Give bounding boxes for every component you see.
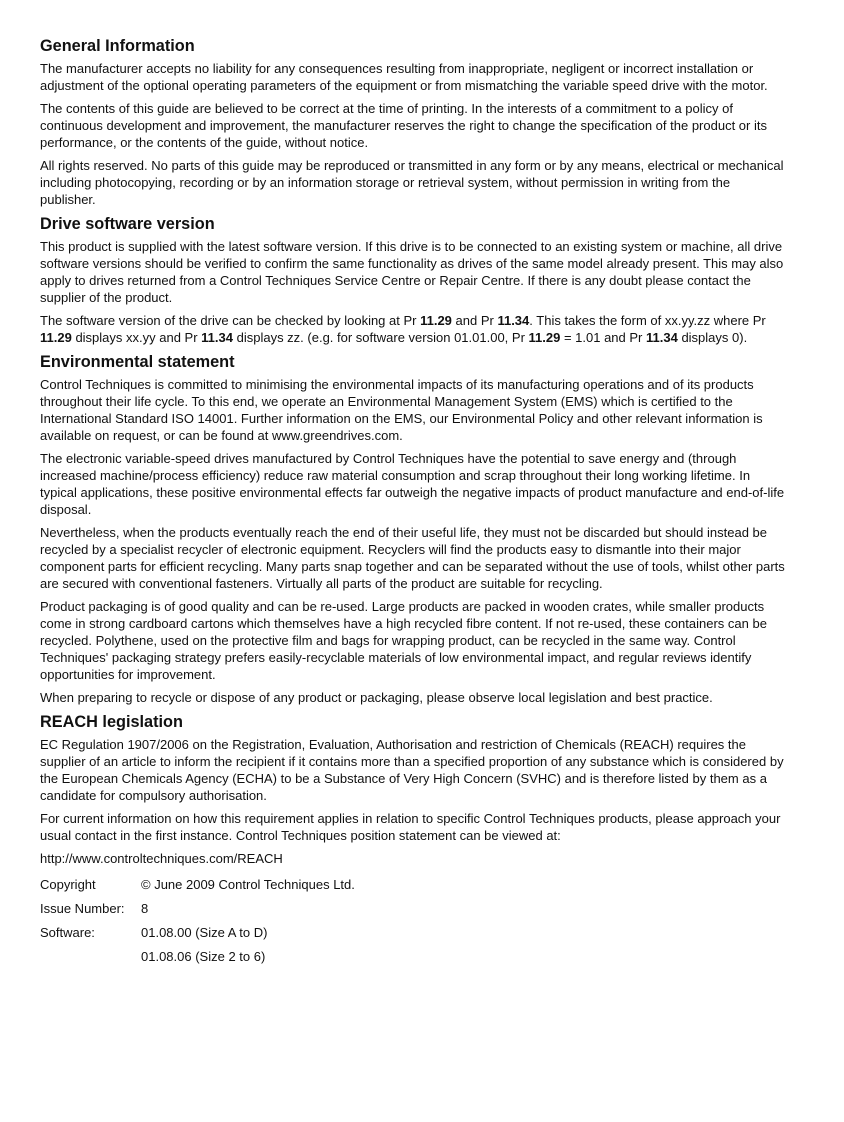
imprint-block: [40, 876, 785, 972]
drive-software-section: [40, 214, 785, 346]
software-label: Software:: [40, 925, 95, 940]
reach-regulation-paragraph: EC Regulation 1907/2006 on the Registration, Evaluation, Authorisation and restriction of Chemicals (REACH) requires the supplier of an article to inform the recipient if it contains more than a specified proportion of any substance which is considered by the European Chemicals Agency (ECHA) to be a Substance of Very High Concern (SVHC) and is therefore listed by them as a candidate for compulsory authorisation.: [40, 737, 784, 803]
environmental-heading: Environmental statement: [40, 353, 235, 371]
copyright-row: [40, 876, 785, 900]
liability-paragraph: The manufacturer accepts no liability for any consequences resulting from inappropriate, negligent or incorrect installation or adjustment of the optional operating parameters of the equipment or from mismatching the variable speed drive with the motor.: [40, 61, 768, 93]
copyright-value: © June 2009 Control Techniques Ltd.: [141, 877, 355, 892]
contents-paragraph: The contents of this guide are believed to be correct at the time of printing. In the interests of a commitment to a policy of continuous development and improvement, the manufacturer reserves the right to change the specification of the product or its performance, or the contents of the guide, without notice.: [40, 101, 767, 150]
general-information-section: [40, 36, 785, 208]
recycling-paragraph: Nevertheless, when the products eventually reach the end of their useful life, they must not be discarded but should instead be recycled by a specialist recycler of electronic equipment. Recyclers will find the products easy to dismantle into their major component parts for efficient recycling. Many parts snap together and can be separated without the use of tools, whilst other parts are secured with conventional fasteners. Virtually all parts of the product are suitable for recycling.: [40, 525, 785, 591]
reach-url-link[interactable]: http://www.controltechniques.com/REACH: [40, 851, 283, 866]
general-information-heading: General Information: [40, 37, 195, 55]
drive-software-heading: Drive software version: [40, 215, 215, 233]
software-check-paragraph: The software version of the drive can be checked by looking at Pr 11.29 and Pr 11.34. This takes the form of xx.yy.zz where Pr 11.29 displays xx.yy and Pr 11.34 displays zz. (e.g. for software version 01.01.00, Pr 11.29 = 1.01 and Pr 11.34 displays 0).: [40, 313, 766, 345]
document-page: [40, 36, 785, 972]
ems-paragraph: Control Techniques is committed to minimising the environmental impacts of its manufacturing operations and of its products throughout their life cycle. To this end, we operate an Environmental Management System (EMS) which is certified to the International Standard ISO 14001. Further information on the EMS, our Environmental Policy and other relevant information is available on request, or can be found at www.greendrives.com.: [40, 377, 763, 443]
reach-heading: REACH legislation: [40, 713, 183, 731]
copyright-label: Copyright: [40, 877, 96, 892]
software-row: [40, 924, 785, 948]
issue-number-row: [40, 900, 785, 924]
software-row-2: [40, 948, 785, 972]
reach-contact-paragraph: For current information on how this requirement applies in relation to specific Control Techniques products, please approach your usual contact in the first instance. Control Techniques position statement can be viewed at:: [40, 811, 781, 843]
energy-paragraph: The electronic variable-speed drives manufactured by Control Techniques have the potential to save energy and (through increased machine/process efficiency) reduce raw material consumption and scrap throughout their long working lifetime. In typical applications, these positive environmental effects far outweigh the negative impacts of product manufacture and end-of-life disposal.: [40, 451, 785, 517]
software-value-1: 01.08.00 (Size A to D): [141, 925, 268, 940]
issue-number-value: 8: [141, 901, 149, 916]
packaging-paragraph: Product packaging is of good quality and can be re-used. Large products are packed in wooden crates, while smaller products come in strong cardboard cartons which themselves have a high recycled fibre content. If not re-used, these containers can be recycled. Polythene, used on the protective film and bags for wrapping product, can be recycled in the same way. Control Techniques' packaging strategy prefers easily-recyclable materials of low environmental impact, and regular reviews identify opportunities for improvement.: [40, 599, 767, 682]
reach-section: [40, 712, 785, 874]
environmental-section: [40, 352, 785, 706]
software-value-2: 01.08.06 (Size 2 to 6): [141, 949, 266, 964]
disposal-paragraph: When preparing to recycle or dispose of any product or packaging, please observe local legislation and best practice.: [40, 690, 713, 705]
issue-number-label: Issue Number:: [40, 901, 125, 916]
rights-paragraph: All rights reserved. No parts of this guide may be reproduced or transmitted in any form or by any means, electrical or mechanical including photocopying, recording or by an information storage or retrieval system, without permission in writing from the publisher.: [40, 158, 784, 207]
software-supply-paragraph: This product is supplied with the latest software version. If this drive is to be connected to an existing system or machine, all drive software versions should be verified to confirm the same functionality as drives of the same model already present. This may also apply to drives returned from a Control Techniques Service Centre or Repair Centre. If there is any doubt please contact the supplier of the product.: [40, 239, 784, 305]
